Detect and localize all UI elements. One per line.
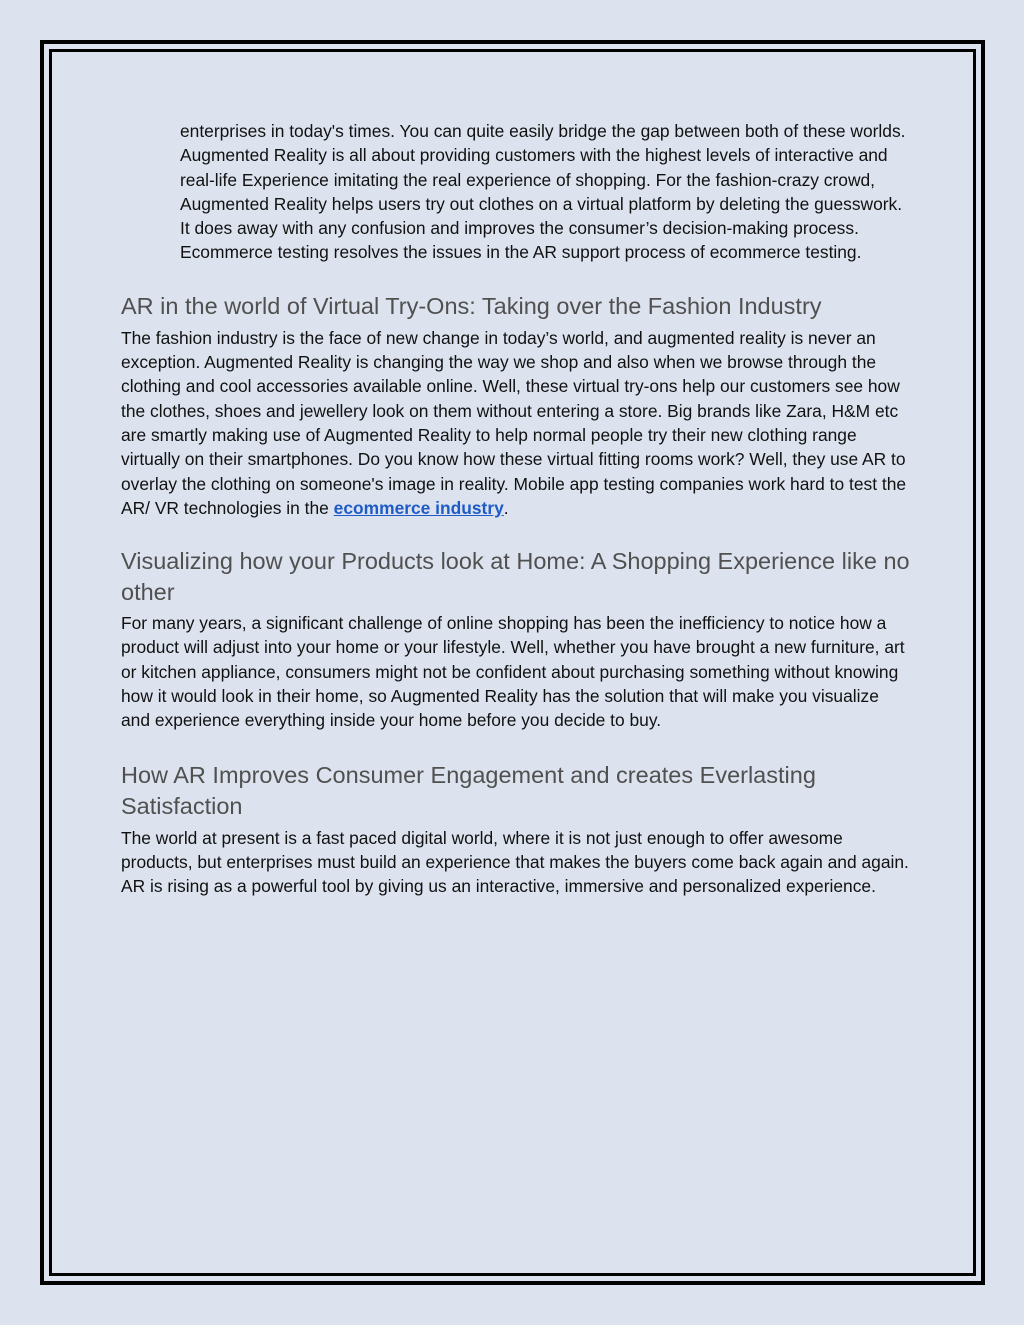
section-heading: How AR Improves Consumer Engagement and creates Everlasting Satisfaction — [121, 761, 816, 819]
section-paragraph — [121, 326, 911, 520]
document-content — [121, 119, 911, 899]
section-paragraph: For many years, a significant challenge of online shopping has been the inefficiency to notice how a product will adjust into your home or your lifestyle. Well, whether you have brought a new furniture, art or kitchen appliance, consumers might not be confident about purchasing something without knowing how it would look in their home, so Augmented Reality has the solution that will make you visualize and experience everything inside your home before you decide to buy. — [121, 613, 905, 731]
section-heading: Visualizing how your Products look at Home: A Shopping Experience like no other — [121, 548, 910, 606]
section-virtual-try-ons — [121, 291, 911, 520]
ecommerce-industry-link[interactable]: ecommerce industry — [333, 497, 504, 518]
section-visualizing-products — [121, 546, 911, 732]
section-consumer-engagement — [121, 760, 911, 899]
paragraph-text: The fashion industry is the face of new change in today’s world, and augmented reality is never an exception. Augmented Reality is changing the way we shop and also when we browse through the clothing and cool accessories available online. Well, these virtual try-ons help our customers see how the clothes, shoes and jewellery look on them without entering a store. Big brands like Zara, H&M etc are smartly making use of Augmented Reality to help normal people try their new clothing range virtually on their smartphones. Do you know how these virtual fitting rooms work? Well, they use AR to overlay the clothing on someone's image in reality. Mobile app testing companies work hard to test the AR/ VR technologies in the — [121, 327, 907, 518]
section-heading: AR in the world of Virtual Try-Ons: Taking over the Fashion Industry — [121, 292, 822, 319]
section-paragraph: The world at present is a fast paced digital world, where it is not just enough to offer awesome products, but enterprises must build an experience that makes the buyers come back again and again. AR is rising as a powerful tool by giving us an interactive, immersive and personalized experience. — [121, 827, 909, 897]
intro-paragraph: enterprises in today's times. You can quite easily bridge the gap between both of these worlds. Augmented Reality is all about providing customers with the highest levels of interactive and real-life Experience imitating the real experience of shopping. For the fashion-crazy crowd, Augmented Reality helps users try out clothes on a virtual platform by deleting the guesswork. It does away with any confusion and improves the consumer’s decision-making process. Ecommerce testing resolves the issues in the AR support process of ecommerce testing. — [180, 121, 906, 263]
paragraph-text-end: . — [503, 497, 509, 518]
